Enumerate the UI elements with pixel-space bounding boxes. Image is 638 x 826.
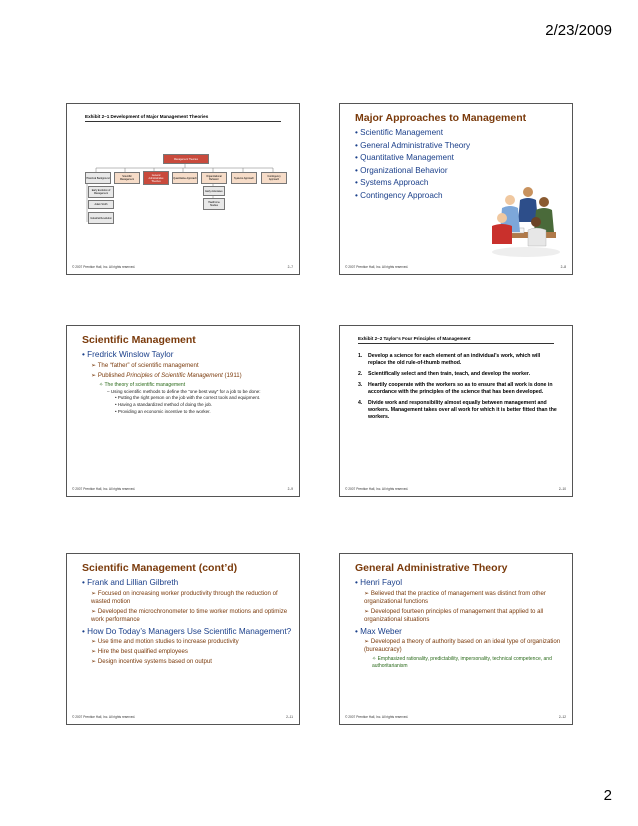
chart-node: Scientific Management — [114, 172, 140, 184]
slide-exhibit-2-1[interactable] — [66, 103, 300, 275]
slide-title: General Administrative Theory — [355, 562, 508, 574]
sub-sub-bullet: ✧ The theory of scientific management — [99, 381, 186, 388]
page-date: 2/23/2009 — [545, 22, 612, 39]
bullet-item: • Fredrick Winslow Taylor — [82, 350, 174, 359]
slide-general-administrative-theory[interactable] — [339, 553, 573, 725]
bullet-item: • Systems Approach — [355, 178, 429, 187]
bullet-item: • Contingency Approach — [355, 190, 443, 200]
exhibit-title: Exhibit 2–2 Taylor’s Four Principles of Management — [358, 336, 554, 344]
bullet-item: • Frank and Lillian Gilbreth — [82, 578, 179, 587]
sub-bullet: ➢ Developed the microchronometer to time worker motions and optimize work performance — [91, 607, 288, 623]
sub-bullet: ➢ Focused on increasing worker productivity through the reduction of wasted motion — [91, 589, 278, 605]
principle-item: 4. Divide work and responsibility almost equally between management and workers. Management takes over all work for which it is better fitted than the workers. — [358, 400, 557, 420]
bullet-item: • How Do Today’s Managers Use Scientific Management? — [82, 626, 292, 636]
sub-bullet: ➢ Use time and motion studies to increase productivity — [91, 638, 239, 645]
slide-number: 2–11 — [286, 715, 293, 719]
slide-title: Major Approaches to Management — [355, 112, 527, 124]
sub-bullet: ➢ Believed that the practice of management was distinct from other organizational functions — [364, 589, 546, 605]
sub-bullet: ➢ Developed a theory of authority based on an ideal type of organization (bureaucracy) — [364, 638, 561, 653]
sub-bullet: ➢ Hire the best qualified employees — [91, 648, 188, 655]
chart-node: Industrial Revolution — [88, 212, 114, 224]
chart-node: Early Advocates — [203, 186, 225, 196]
slide-copyright: © 2007 Prentice Hall, Inc. All rights reserved. — [72, 715, 136, 719]
chart-node: Organizational Behavior — [201, 172, 227, 184]
slide-number: 2–10 — [558, 487, 566, 491]
chart-node: Systems Approach — [231, 172, 257, 184]
chart-root: Management Theories — [163, 154, 209, 164]
bullet-list — [355, 577, 566, 670]
principles-list — [358, 353, 558, 425]
slide-number: 2–12 — [558, 715, 566, 719]
bullet-item: • Scientific Management — [355, 128, 443, 137]
slide-title: Scientific Management — [82, 334, 196, 346]
bullet-item: • Max Weber — [355, 626, 402, 636]
slide-exhibit-2-2[interactable] — [339, 325, 573, 497]
chart-node: Adam Smith — [88, 200, 114, 209]
bullet-list — [82, 577, 293, 668]
bullet-item: • Organizational Behavior — [355, 165, 448, 175]
level-4-bullet: – Using scientific methods to define the “one best way” for a job to be done: — [107, 388, 261, 394]
slide-copyright: © 2007 Prentice Hall, Inc. All rights reserved. — [345, 487, 409, 491]
slide-number: 2–9 — [287, 487, 293, 491]
business-team-illustration — [490, 180, 562, 258]
slide-scientific-management[interactable] — [66, 325, 300, 497]
slide-number: 2–8 — [560, 265, 566, 269]
principle-item: 1. Develop a science for each element of an individual’s work, which will replace the old rule-of-thumb method. — [358, 353, 541, 366]
sub-bullet: ➢ Published Principles of Scientific Management (1911) — [91, 371, 242, 379]
slide-copyright: © 2007 Prentice Hall, Inc. All rights reserved. — [72, 487, 136, 491]
slide-copyright: © 2007 Prentice Hall, Inc. All rights reserved. — [345, 715, 409, 719]
chart-node: Early Evolution of Management — [88, 186, 114, 198]
bullet-list — [82, 349, 293, 416]
level-5-bullet: • Providing an economic incentive to the worker. — [115, 408, 211, 414]
slide-copyright: © 2007 Prentice Hall, Inc. All rights reserved. — [345, 265, 409, 269]
slide-scientific-management-contd[interactable] — [66, 553, 300, 725]
slide-copyright: © 2007 Prentice Hall, Inc. All rights reserved. — [72, 265, 136, 269]
bullet-item: • General Administrative Theory — [355, 140, 471, 150]
chart-node: Historical Background — [85, 172, 111, 184]
theory-chart — [85, 124, 285, 234]
page-number: 2 — [603, 787, 612, 804]
slide-number: 2–7 — [287, 265, 293, 269]
sub-sub-bullet: ✧ Emphasized rationality, predictability, impersonality, technical competence, and authoritarianism — [372, 656, 552, 669]
slide-title: Scientific Management (cont’d) — [82, 562, 238, 574]
sub-bullet: ➢ Design incentive systems based on output — [91, 658, 212, 665]
sub-bullet: ➢ The “father” of scientific management — [91, 361, 199, 369]
chart-node: General Administrative Theories — [143, 171, 169, 185]
exhibit-title: Exhibit 2–1 Development of Major Management Theories — [85, 114, 281, 122]
level-5-bullet: • Putting the right person on the job with the correct tools and equipment. — [115, 394, 261, 400]
sub-bullet: ➢ Developed fourteen principles of management that applied to all organizational situations — [364, 607, 544, 623]
level-5-bullet: • Having a standardized method of doing the job. — [115, 401, 213, 407]
principle-item: 2. Scientifically select and then train, teach, and develop the worker. — [358, 371, 531, 377]
bullet-item: • Henri Fayol — [355, 578, 403, 587]
bullet-item: • Quantitative Management — [355, 153, 454, 162]
chart-node: Quantitative Approach — [172, 172, 198, 184]
principle-item: 3. Heartily cooperate with the workers so as to ensure that all work is done in accordance with the principles of the science that has been developed. — [358, 382, 553, 395]
slide-major-approaches[interactable] — [339, 103, 573, 275]
chart-node: Hawthorne Studies — [203, 198, 225, 210]
chart-node: Contingency Approach — [261, 172, 287, 184]
